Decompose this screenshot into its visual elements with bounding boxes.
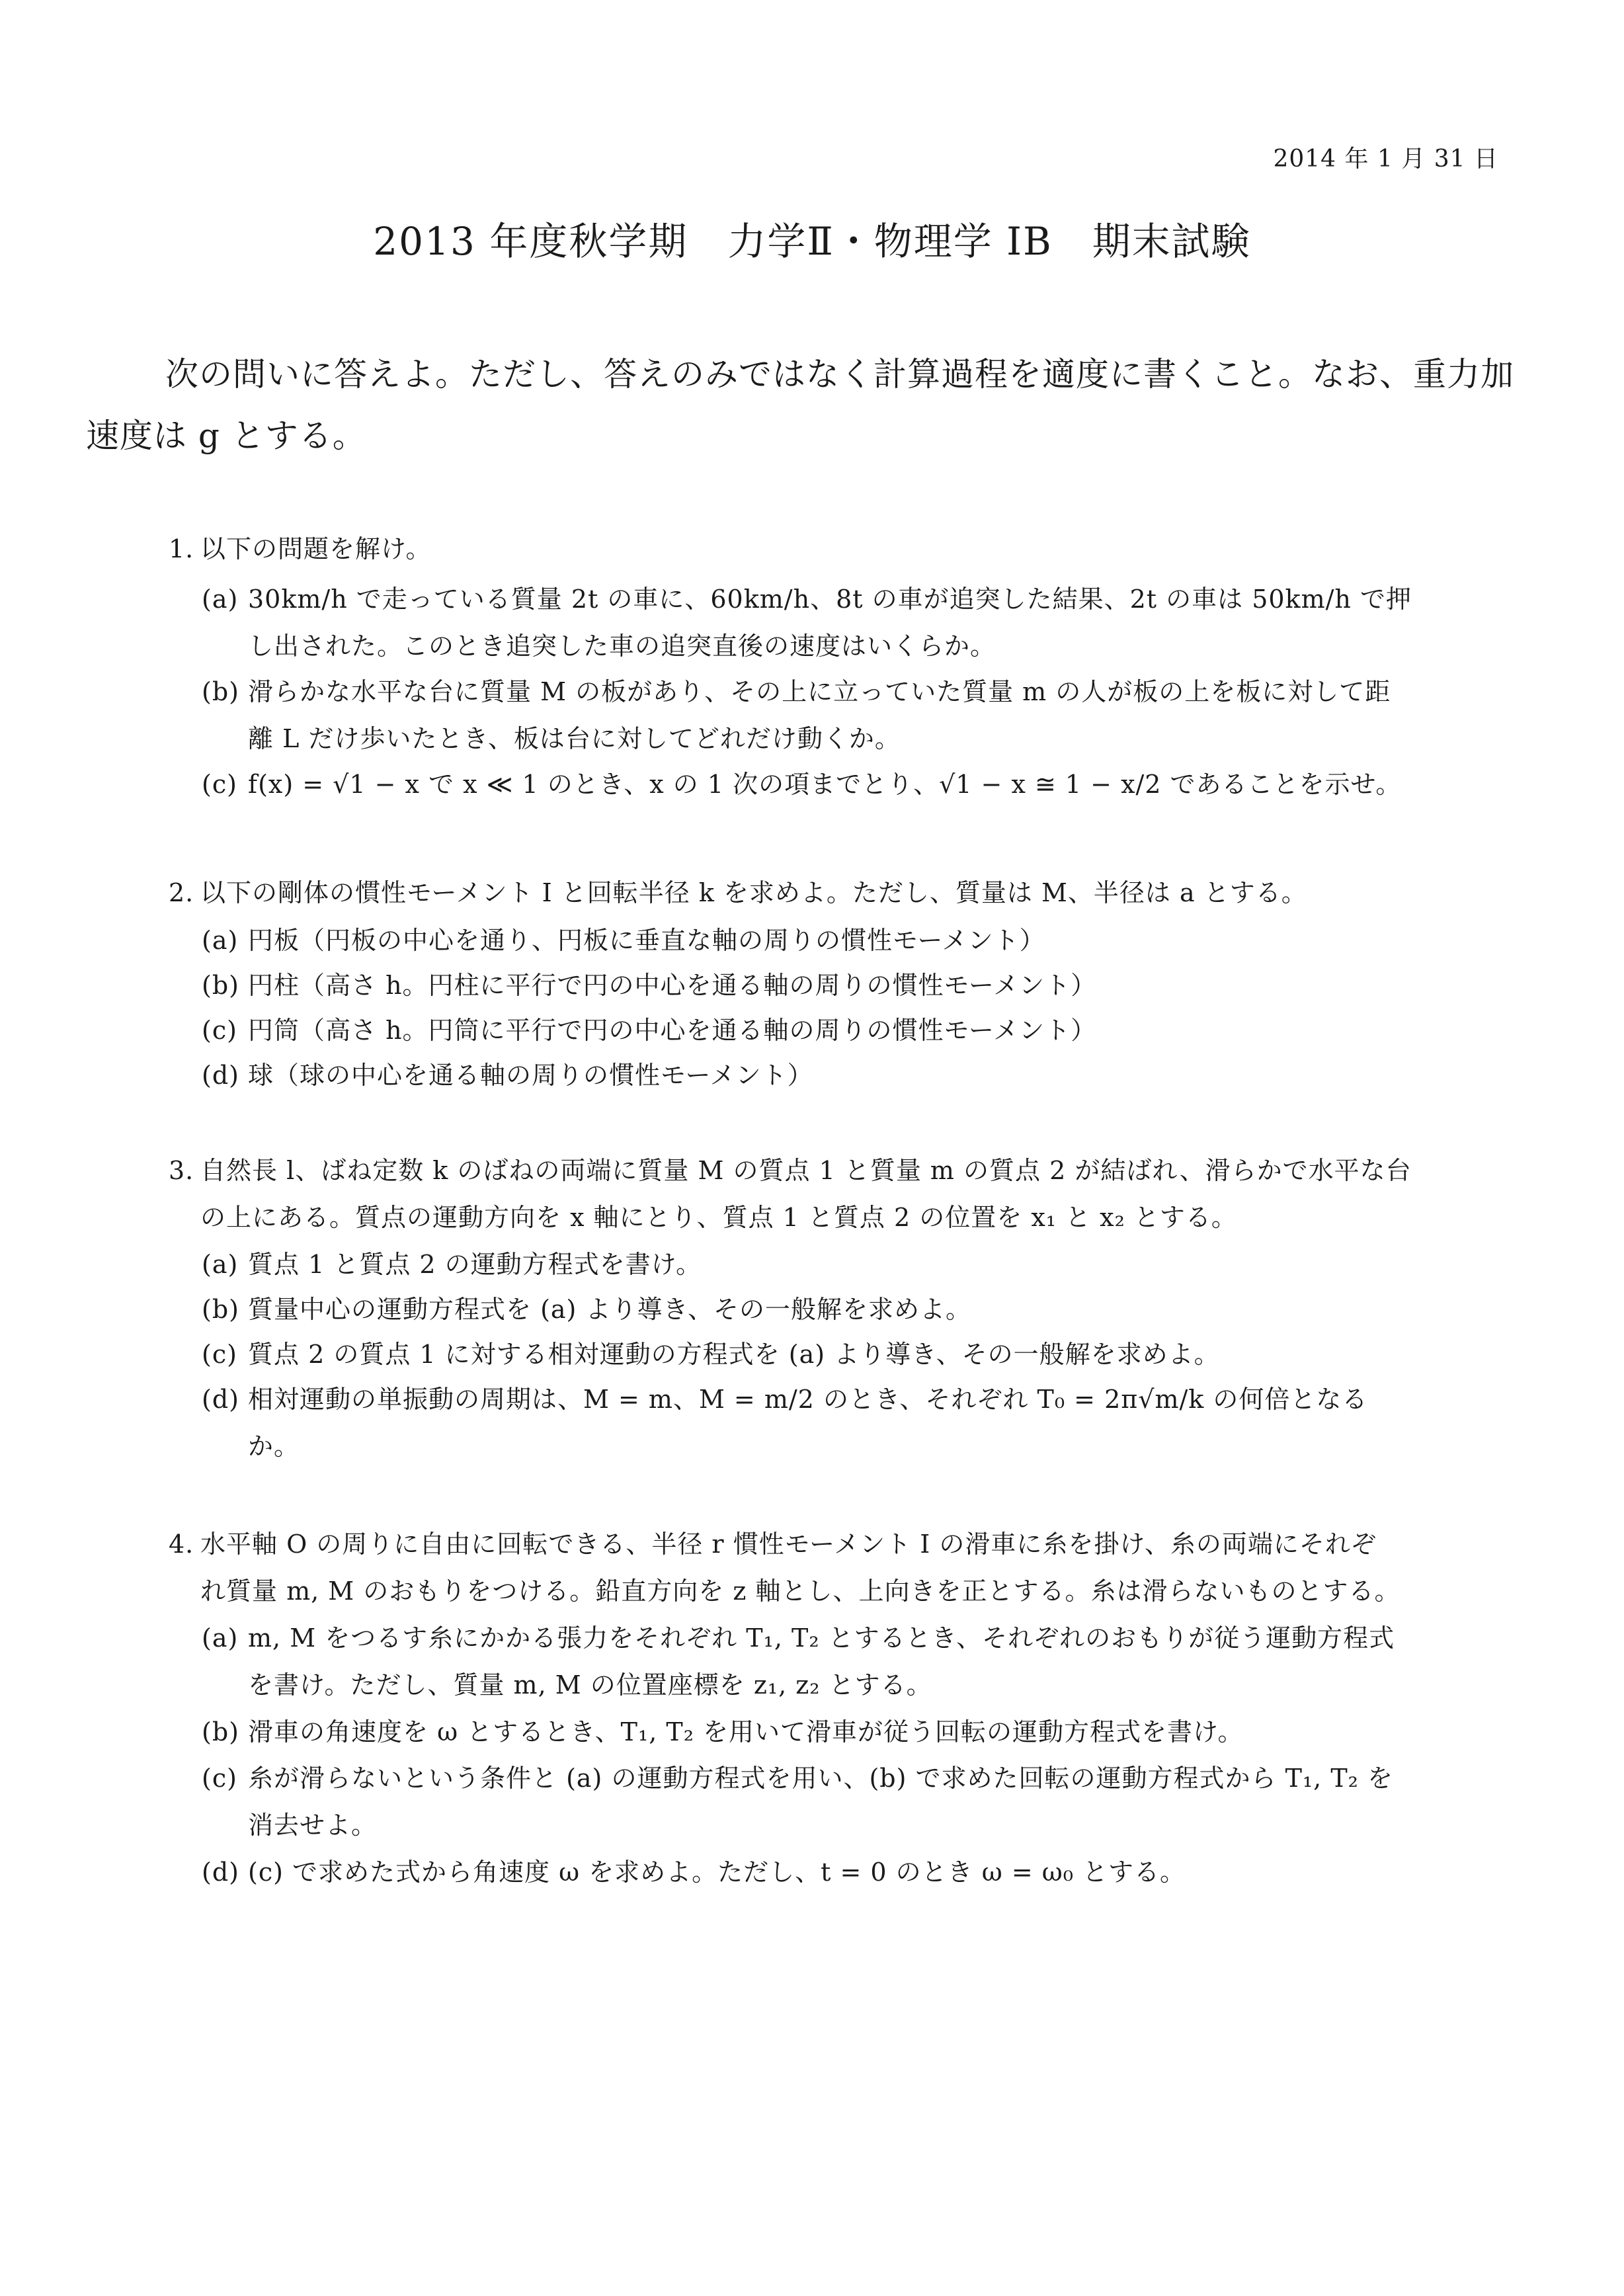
sub-label: (d) — [202, 1385, 239, 1414]
sub-label: (d) — [202, 1061, 239, 1090]
sub-text-line: 質点 2 の質点 1 に対する相対運動の方程式を (a) より導き、その一般解を求めよ。 — [248, 1340, 1220, 1369]
problem-number: 1. — [169, 534, 194, 563]
sub-text-line: を書け。ただし、質量 m, M の位置座標を z₁, z₂ とする。 — [248, 1670, 932, 1700]
problem-3b — [202, 1286, 1518, 1333]
problem-2b — [202, 962, 1518, 1009]
problem-4c — [202, 1755, 1518, 1849]
sub-text-line: 質量中心の運動方程式を (a) より導き、その一般解を求めよ。 — [248, 1295, 971, 1324]
sub-text-line: か。 — [248, 1432, 300, 1461]
sub-label: (c) — [202, 1016, 237, 1045]
problem-4a — [202, 1615, 1518, 1709]
problem-text-line: 自然長 l、ばね定数 k のばねの両端に質量 M の質点 1 と質量 m の質点 2 が結ばれ、滑らかで水平な台 — [200, 1156, 1412, 1185]
instructions-line-2: 速度は g とする。 — [86, 417, 366, 455]
sub-label: (a) — [202, 1250, 239, 1279]
sub-label: (b) — [202, 1717, 239, 1746]
sub-text-line: 滑車の角速度を ω とするとき、T₁, T₂ を用いて滑車が従う回転の運動方程式を書け。 — [248, 1717, 1244, 1746]
problem-2d — [202, 1052, 1518, 1099]
sub-label: (b) — [202, 971, 239, 1000]
problem-4-head — [169, 1521, 1518, 1615]
sub-label: (a) — [202, 585, 239, 614]
problem-text: 以下の剛体の慣性モーメント I と回転半径 k を求めよ。ただし、質量は M、半径は a とする。 — [200, 878, 1307, 907]
exam-title: 2013 年度秋学期 力学Ⅱ・物理学 IB 期末試験 — [373, 219, 1251, 264]
sub-label: (a) — [202, 926, 239, 955]
instructions — [86, 344, 1514, 467]
problem-number: 2. — [169, 878, 194, 907]
sub-text-line: 30km/h で走っている質量 2t の車に、60km/h、8t の車が追突した結果、2t の車は 50km/h で押 — [248, 585, 1412, 614]
problem-text-line: れ質量 m, M のおもりをつける。鉛直方向を z 軸とし、上向きを正とする。糸は滑らないものとする。 — [200, 1577, 1401, 1606]
problem-4d — [202, 1849, 1518, 1896]
problem-1-head — [169, 526, 1518, 573]
instructions-line-1: 次の問いに答えよ。ただし、答えのみではなく計算過程を適度に書くこと。なお、重力加 — [165, 355, 1514, 393]
sub-text-line: 相対運動の単振動の周期は、M = m、M = m/2 のとき、それぞれ T₀ = 2π√m/k の何倍となる — [248, 1385, 1368, 1414]
sub-text-line: 円柱（高さ h。円柱に平行で円の中心を通る軸の周りの慣性モーメント） — [248, 971, 1097, 1000]
sub-text-line: 円板（円板の中心を通り、円板に垂直な軸の周りの慣性モーメント） — [248, 926, 1045, 955]
sub-label: (b) — [202, 1295, 239, 1324]
sub-label: (c) — [202, 1340, 237, 1369]
problem-2c — [202, 1007, 1518, 1054]
sub-text-line: 消去せよ。 — [248, 1811, 378, 1840]
problem-1a — [202, 576, 1518, 670]
problem-3d — [202, 1376, 1518, 1470]
problem-2a — [202, 917, 1518, 964]
sub-text-line: 離 L だけ歩いたとき、板は台に対してどれだけ動くか。 — [248, 724, 901, 753]
problem-3c — [202, 1331, 1518, 1378]
sub-text-line: 糸が滑らないという条件と (a) の運動方程式を用い、(b) で求めた回転の運動方程式から T₁, T₂ を — [248, 1764, 1393, 1793]
sub-text-line: f(x) = √1 − x で x ≪ 1 のとき、x の 1 次の項までとり、√1 − x ≅ 1 − x/2 であることを示せ。 — [248, 770, 1402, 799]
sub-label: (c) — [202, 1764, 237, 1793]
sub-label: (b) — [202, 677, 239, 706]
sub-label: (a) — [202, 1623, 239, 1653]
problem-2-head — [169, 870, 1518, 917]
sub-text-line: (c) で求めた式から角速度 ω を求めよ。ただし、t = 0 のとき ω = ω₀ とする。 — [248, 1858, 1186, 1887]
sub-text-line: 円筒（高さ h。円筒に平行で円の中心を通る軸の周りの慣性モーメント） — [248, 1016, 1097, 1045]
problem-text: 以下の問題を解け。 — [200, 534, 432, 563]
problem-number: 3. — [169, 1156, 194, 1185]
exam-date: 2014 年 1 月 31 日 — [1273, 145, 1498, 173]
problem-text-line: の上にある。質点の運動方向を x 軸にとり、質点 1 と質点 2 の位置を x₁ と x₂ とする。 — [200, 1203, 1237, 1232]
problem-1b — [202, 669, 1518, 762]
problem-3a — [202, 1241, 1518, 1288]
sub-text-line: m, M をつるす糸にかかる張力をそれぞれ T₁, T₂ とするとき、それぞれのおもりが従う運動方程式 — [248, 1623, 1395, 1653]
problem-text-line: 水平軸 O の周りに自由に回転できる、半径 r 慣性モーメント I の滑車に糸を掛け、糸の両端にそれぞ — [200, 1530, 1377, 1559]
sub-text-line: 滑らかな水平な台に質量 M の板があり、その上に立っていた質量 m の人が板の上を板に対して距 — [248, 677, 1391, 706]
sub-label: (c) — [202, 770, 237, 799]
problem-1c — [202, 761, 1518, 808]
sub-text-line: 球（球の中心を通る軸の周りの慣性モーメント） — [248, 1061, 813, 1090]
problem-4b — [202, 1709, 1518, 1756]
problem-number: 4. — [169, 1530, 194, 1559]
sub-label: (d) — [202, 1858, 239, 1887]
sub-text-line: し出された。このとき追突した車の追突直後の速度はいくらか。 — [248, 632, 996, 661]
problem-3-head — [169, 1147, 1518, 1241]
sub-text-line: 質点 1 と質点 2 の運動方程式を書け。 — [248, 1250, 702, 1279]
